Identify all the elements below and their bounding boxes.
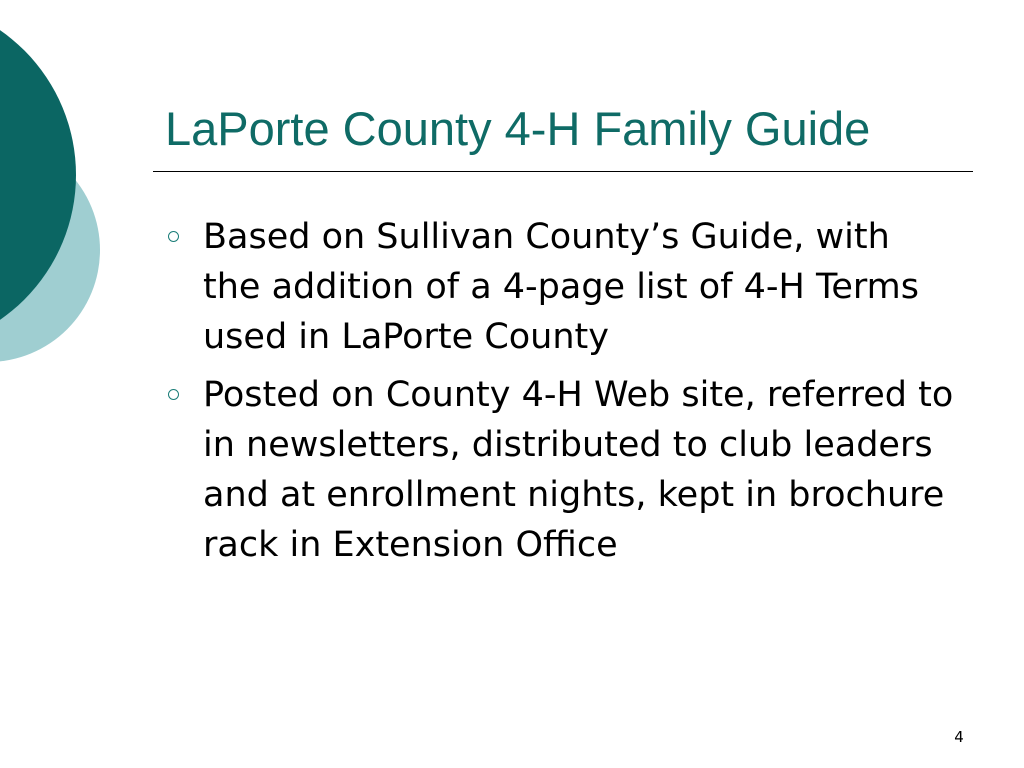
bullet-list: [168, 212, 958, 578]
slide-title: LaPorte County 4-H Family Guide: [165, 102, 871, 155]
decorative-circles: [0, 0, 110, 420]
hollow-circle-bullet-icon: [168, 231, 179, 242]
page-number: 4: [954, 728, 964, 746]
bullet-text: Posted on County 4-H Web site, referred to in newsletters, distributed to club leaders and at enrollment nights, kept in brochure rack in Extension Office: [203, 375, 954, 565]
bullet-item: [168, 370, 958, 570]
bullet-item: [168, 212, 958, 362]
title-divider: [153, 171, 973, 172]
hollow-circle-bullet-icon: [168, 389, 179, 400]
bullet-text: Based on Sullivan County’s Guide, with the addition of a 4-page list of 4-H Terms used in LaPorte County: [203, 217, 920, 357]
